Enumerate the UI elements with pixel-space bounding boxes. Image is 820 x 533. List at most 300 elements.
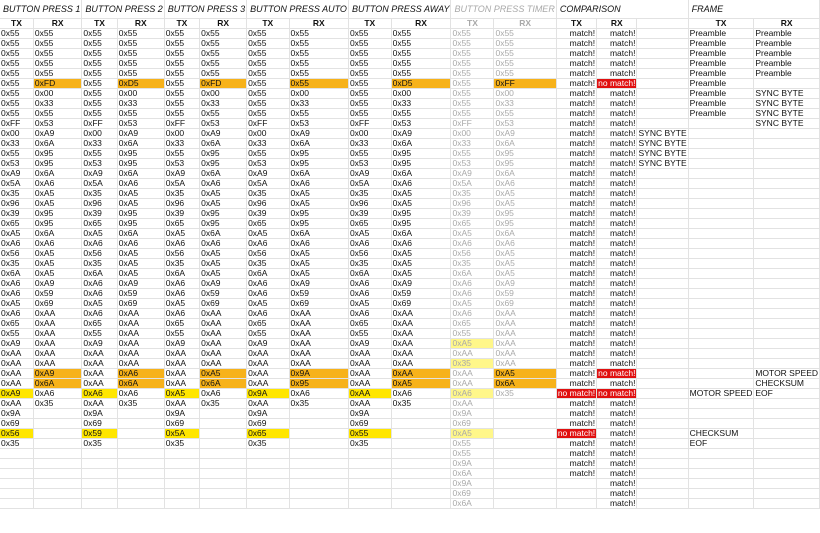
cell-away-tx[interactable]: 0xAA (348, 359, 391, 369)
cell-compare-rx[interactable]: match! (597, 129, 637, 139)
cell-compare-rx[interactable]: no match! (598, 78, 636, 88)
cell-auto-tx[interactable]: 0x65 (247, 319, 289, 329)
cell-away-rx[interactable]: 0x95 (391, 209, 451, 219)
cell-p2-rx[interactable]: 0xA6 (117, 369, 164, 379)
cell-p2-tx[interactable] (82, 499, 117, 509)
cell-p2-tx[interactable]: 0x53 (82, 159, 117, 169)
cell-auto-tx[interactable]: 0xA6 (247, 309, 289, 319)
cell-p3-tx[interactable]: 0xAA (164, 369, 199, 379)
cell-auto-rx[interactable]: 0x55 (289, 29, 348, 39)
cell-p1-rx[interactable]: 0x53 (33, 119, 81, 129)
cell-auto-rx[interactable] (289, 419, 348, 429)
cell-p1-rx[interactable]: 0xA5 (33, 269, 81, 279)
cell-frame-rx[interactable] (754, 299, 820, 309)
cell-compare-rx[interactable]: match! (597, 89, 637, 99)
cell-auto-rx[interactable]: 0xAA (289, 319, 348, 329)
cell-p2-tx[interactable]: 0xA6 (82, 309, 117, 319)
cell-frame-rx[interactable] (754, 199, 820, 209)
cell-frame-note[interactable] (637, 479, 688, 489)
cell-auto-rx[interactable]: 0xA9 (289, 129, 348, 139)
cell-frame-note[interactable] (637, 359, 688, 369)
cell-auto-rx[interactable] (289, 499, 348, 509)
cell-p2-rx[interactable]: 0x33 (117, 99, 164, 109)
cell-p1-tx[interactable]: 0x00 (0, 129, 33, 139)
cell-timer-rx[interactable]: 0xAA (494, 309, 556, 319)
cell-frame-tx[interactable]: Preamble (688, 89, 754, 99)
cell-away-tx[interactable]: 0xA9 (348, 169, 391, 179)
cell-p3-tx[interactable]: 0x5A (164, 429, 199, 439)
cell-timer-tx[interactable]: 0xFF (451, 119, 494, 129)
cell-timer-tx[interactable]: 0xAA (451, 379, 494, 389)
cell-p1-rx[interactable]: 0xAA (33, 329, 81, 339)
cell-frame-tx[interactable] (688, 459, 754, 469)
cell-p2-tx[interactable] (82, 489, 117, 499)
cell-p1-rx[interactable]: 0x55 (33, 109, 81, 119)
cell-timer-rx[interactable]: 0x33 (494, 99, 556, 109)
cell-frame-rx[interactable] (754, 399, 820, 409)
cell-auto-rx[interactable]: 0x55 (289, 49, 348, 59)
cell-frame-note[interactable] (637, 239, 688, 249)
cell-timer-rx[interactable]: 0xA6 (494, 179, 556, 189)
cell-compare-rx[interactable]: match! (597, 99, 637, 109)
cell-compare-tx[interactable]: match! (556, 379, 596, 389)
cell-frame-note[interactable]: SYNC BYTE (638, 138, 687, 148)
cell-frame-note[interactable] (637, 199, 688, 209)
cell-compare-rx[interactable]: match! (597, 439, 637, 449)
cell-p3-tx[interactable]: 0x55 (164, 39, 199, 49)
cell-p2-tx[interactable] (82, 459, 117, 469)
cell-frame-rx[interactable]: Preamble (754, 29, 820, 39)
cell-frame-tx[interactable] (688, 489, 754, 499)
cell-compare-tx[interactable]: match! (556, 259, 596, 269)
cell-frame-note[interactable] (637, 369, 688, 379)
cell-timer-tx[interactable]: 0x55 (451, 449, 494, 459)
cell-p3-rx[interactable]: 0x55 (200, 49, 247, 59)
cell-compare-tx[interactable]: match! (556, 239, 596, 249)
cell-p1-tx[interactable]: 0xA9 (0, 339, 33, 349)
cell-p3-tx[interactable]: 0xA5 (164, 389, 199, 399)
cell-compare-rx[interactable]: match! (597, 189, 637, 199)
cell-away-tx[interactable]: 0x55 (348, 49, 391, 59)
cell-p3-rx[interactable]: 0xA6 (200, 239, 247, 249)
cell-p2-tx[interactable]: 0xA6 (82, 239, 117, 249)
cell-p1-rx[interactable]: 0x59 (33, 289, 81, 299)
cell-p2-tx[interactable]: 0x55 (82, 149, 117, 159)
cell-auto-rx[interactable] (289, 429, 348, 439)
cell-compare-tx[interactable]: match! (556, 459, 596, 469)
cell-frame-tx[interactable] (688, 289, 754, 299)
cell-p2-tx[interactable] (82, 449, 117, 459)
cell-away-rx[interactable]: 0x95 (391, 149, 451, 159)
cell-p2-rx[interactable]: 0x55 (117, 29, 164, 39)
cell-compare-rx[interactable]: match! (597, 399, 637, 409)
cell-frame-tx[interactable] (688, 469, 754, 479)
cell-timer-tx[interactable]: 0x00 (451, 129, 494, 139)
cell-p2-tx[interactable]: 0x69 (82, 419, 117, 429)
cell-frame-tx[interactable] (688, 239, 754, 249)
cell-p3-tx[interactable]: 0x6A (164, 269, 199, 279)
cell-p2-tx[interactable]: 0xA9 (82, 339, 117, 349)
cell-away-rx[interactable]: 0xA9 (391, 279, 451, 289)
cell-compare-tx[interactable]: match! (556, 249, 596, 259)
cell-timer-rx[interactable]: 0x59 (494, 289, 556, 299)
cell-compare-rx[interactable]: match! (597, 109, 637, 119)
cell-p3-rx[interactable]: 0x95 (200, 219, 247, 229)
cell-frame-tx[interactable] (688, 299, 754, 309)
cell-timer-tx[interactable]: 0x55 (451, 49, 494, 59)
cell-p3-tx[interactable] (164, 449, 199, 459)
cell-timer-tx[interactable]: 0xA6 (451, 309, 494, 319)
cell-p3-rx[interactable]: 0xA6 (200, 179, 247, 189)
cell-frame-rx[interactable] (754, 129, 820, 139)
cell-p1-tx[interactable]: 0xAA (0, 349, 33, 359)
cell-p3-tx[interactable]: 0x65 (164, 219, 199, 229)
cell-p3-rx[interactable] (200, 479, 247, 489)
cell-away-tx[interactable]: 0x55 (348, 59, 391, 69)
cell-p1-rx[interactable]: 0x55 (33, 39, 81, 49)
cell-p1-rx[interactable]: 0x55 (33, 69, 81, 79)
cell-frame-note[interactable] (637, 59, 688, 69)
cell-auto-rx[interactable]: 0x95 (289, 159, 348, 169)
cell-p2-rx[interactable]: 0x95 (117, 149, 164, 159)
cell-auto-tx[interactable]: 0xA6 (247, 289, 289, 299)
cell-compare-rx[interactable]: match! (597, 479, 637, 489)
cell-timer-tx[interactable]: 0x65 (451, 319, 494, 329)
cell-compare-rx[interactable]: match! (597, 489, 637, 499)
cell-timer-rx[interactable]: 0xAA (494, 359, 556, 369)
cell-p2-tx[interactable]: 0x35 (82, 189, 117, 199)
cell-compare-tx[interactable]: match! (556, 119, 596, 129)
cell-p1-tx[interactable]: 0xA9 (0, 389, 33, 399)
cell-p3-rx[interactable] (200, 449, 247, 459)
cell-p2-rx[interactable]: 0x55 (117, 59, 164, 69)
cell-away-tx[interactable]: 0x55 (348, 39, 391, 49)
cell-away-tx[interactable]: 0xA5 (348, 299, 391, 309)
cell-away-tx[interactable]: 0xA6 (348, 279, 391, 289)
cell-away-rx[interactable]: 0x33 (391, 99, 451, 109)
cell-frame-rx[interactable] (754, 229, 820, 239)
cell-frame-note[interactable] (637, 329, 688, 339)
cell-p3-rx[interactable]: 0xA5 (200, 369, 247, 379)
cell-auto-rx[interactable]: 0xA6 (289, 239, 348, 249)
cell-p3-tx[interactable]: 0x00 (164, 129, 199, 139)
cell-p1-tx[interactable]: 0x69 (0, 419, 33, 429)
cell-frame-rx[interactable] (754, 279, 820, 289)
cell-p1-rx[interactable] (33, 479, 81, 489)
cell-away-rx[interactable] (391, 489, 451, 499)
cell-compare-tx[interactable] (556, 479, 596, 489)
cell-away-rx[interactable]: 0xAA (391, 339, 451, 349)
cell-timer-tx[interactable]: 0x55 (451, 109, 494, 119)
cell-p1-tx[interactable]: 0x9A (0, 409, 33, 419)
cell-p2-rx[interactable] (117, 499, 164, 509)
cell-away-rx[interactable]: 0xA6 (391, 389, 451, 399)
cell-frame-rx[interactable]: SYNC BYTE (754, 109, 820, 119)
cell-frame-note[interactable] (637, 399, 688, 409)
cell-auto-tx[interactable]: 0x55 (247, 29, 289, 39)
cell-frame-rx[interactable] (754, 179, 820, 189)
cell-frame-note[interactable] (637, 429, 688, 439)
cell-frame-rx[interactable] (754, 259, 820, 269)
cell-p2-rx[interactable]: 0xA6 (117, 239, 164, 249)
cell-timer-rx[interactable]: 0x53 (494, 119, 556, 129)
cell-p3-tx[interactable]: 0x9A (164, 409, 199, 419)
cell-auto-tx[interactable]: 0x55 (247, 99, 289, 109)
cell-p3-tx[interactable]: 0x33 (164, 139, 199, 149)
cell-auto-tx[interactable]: 0xA9 (247, 169, 289, 179)
cell-frame-rx[interactable] (754, 269, 820, 279)
cell-frame-tx[interactable] (688, 399, 754, 409)
cell-compare-rx[interactable]: match! (597, 409, 637, 419)
cell-auto-rx[interactable]: 0xAA (289, 339, 348, 349)
cell-compare-rx[interactable]: match! (597, 49, 637, 59)
cell-p3-tx[interactable] (164, 479, 199, 489)
cell-p3-tx[interactable]: 0xA5 (164, 229, 199, 239)
cell-p3-tx[interactable]: 0x55 (164, 59, 199, 69)
cell-p1-tx[interactable]: 0x53 (0, 159, 33, 169)
cell-away-rx[interactable]: 0xA5 (391, 379, 451, 389)
cell-p2-rx[interactable] (117, 429, 164, 439)
cell-p3-rx[interactable]: 0xA5 (200, 259, 247, 269)
cell-p1-tx[interactable]: 0x96 (0, 199, 33, 209)
cell-p3-rx[interactable]: 0xA5 (200, 189, 247, 199)
cell-p2-tx[interactable]: 0xAA (82, 359, 117, 369)
cell-p1-rx[interactable]: 0xA9 (33, 129, 81, 139)
cell-compare-tx[interactable]: match! (556, 229, 596, 239)
cell-p1-tx[interactable]: 0xFF (0, 119, 33, 129)
cell-away-tx[interactable]: 0x55 (348, 99, 391, 109)
cell-frame-note[interactable] (637, 179, 688, 189)
cell-frame-tx[interactable] (688, 319, 754, 329)
cell-timer-tx[interactable]: 0x55 (451, 89, 494, 99)
cell-p2-rx[interactable]: 0xA5 (117, 259, 164, 269)
cell-frame-rx[interactable]: SYNC BYTE (754, 99, 820, 109)
cell-p2-rx[interactable]: 0xAA (117, 309, 164, 319)
cell-frame-rx[interactable] (754, 489, 820, 499)
cell-p2-rx[interactable]: 0xA5 (117, 199, 164, 209)
cell-timer-tx[interactable]: 0x35 (451, 189, 494, 199)
cell-p3-rx[interactable]: 0xA9 (200, 129, 247, 139)
cell-away-rx[interactable]: 0x59 (391, 289, 451, 299)
cell-compare-tx[interactable]: match! (556, 149, 596, 159)
cell-away-tx[interactable]: 0x55 (348, 149, 391, 159)
cell-p3-tx[interactable] (164, 459, 199, 469)
cell-p3-rx[interactable] (200, 439, 247, 449)
cell-auto-tx[interactable]: 0x55 (247, 69, 289, 79)
cell-away-rx[interactable]: 0xA6 (391, 179, 451, 189)
cell-p1-rx[interactable]: 0xA5 (33, 249, 81, 259)
cell-p1-rx[interactable]: 0x33 (33, 99, 81, 109)
cell-compare-rx[interactable]: match! (597, 359, 637, 369)
cell-auto-rx[interactable]: 0x55 (289, 79, 348, 89)
cell-p3-tx[interactable]: 0x56 (164, 249, 199, 259)
cell-frame-rx[interactable]: Preamble (754, 59, 820, 69)
cell-timer-rx[interactable] (494, 489, 556, 499)
cell-frame-tx[interactable]: Preamble (688, 69, 754, 79)
cell-compare-tx[interactable]: match! (556, 189, 596, 199)
cell-frame-tx[interactable]: Preamble (688, 99, 754, 109)
cell-timer-tx[interactable]: 0x55 (451, 329, 494, 339)
cell-p1-rx[interactable]: 0xAA (33, 359, 81, 369)
cell-timer-rx[interactable]: 0xA5 (494, 259, 556, 269)
cell-compare-tx[interactable]: match! (556, 139, 596, 149)
cell-away-tx[interactable]: 0x69 (348, 419, 391, 429)
cell-timer-tx[interactable]: 0xA6 (451, 279, 494, 289)
cell-auto-tx[interactable]: 0x33 (247, 139, 289, 149)
cell-compare-rx[interactable]: match! (597, 269, 637, 279)
cell-away-tx[interactable]: 0x55 (348, 89, 391, 99)
cell-timer-rx[interactable]: 0x35 (494, 389, 556, 399)
cell-p3-rx[interactable]: 0xA9 (200, 279, 247, 289)
cell-away-tx[interactable]: 0x55 (348, 69, 391, 79)
cell-auto-rx[interactable]: 0x00 (289, 89, 348, 99)
cell-p1-rx[interactable]: 0xA5 (33, 189, 81, 199)
cell-frame-rx[interactable] (754, 149, 820, 159)
cell-frame-note[interactable] (637, 379, 688, 389)
cell-auto-tx[interactable]: 0x65 (247, 219, 289, 229)
cell-frame-tx[interactable]: Preamble (688, 79, 754, 89)
cell-p3-rx[interactable]: 0x6A (200, 379, 247, 389)
cell-p3-rx[interactable]: 0x69 (200, 299, 247, 309)
cell-compare-tx[interactable]: match! (556, 99, 596, 109)
cell-timer-tx[interactable]: 0x5A (451, 179, 494, 189)
cell-frame-tx[interactable] (688, 229, 754, 239)
cell-auto-rx[interactable]: 0x55 (289, 69, 348, 79)
cell-compare-tx[interactable]: no match! (557, 388, 596, 398)
cell-away-rx[interactable]: 0xAA (391, 359, 451, 369)
cell-timer-tx[interactable]: 0x6A (451, 499, 494, 509)
cell-auto-rx[interactable]: 0x69 (289, 299, 348, 309)
cell-timer-rx[interactable] (494, 429, 556, 439)
cell-p2-tx[interactable]: 0xA6 (82, 289, 117, 299)
cell-compare-tx[interactable]: match! (556, 299, 596, 309)
cell-p1-rx[interactable]: 0x95 (33, 209, 81, 219)
cell-away-rx[interactable] (391, 469, 451, 479)
cell-p3-tx[interactable]: 0x55 (164, 29, 199, 39)
cell-frame-note[interactable] (637, 89, 688, 99)
cell-auto-rx[interactable]: 0xA5 (289, 269, 348, 279)
cell-p2-rx[interactable]: 0xA9 (117, 279, 164, 289)
cell-frame-note[interactable] (637, 209, 688, 219)
cell-timer-rx[interactable]: 0x6A (494, 139, 556, 149)
cell-away-tx[interactable]: 0x55 (348, 429, 391, 439)
cell-p2-rx[interactable]: 0x55 (117, 109, 164, 119)
cell-p2-rx[interactable]: 0x53 (117, 119, 164, 129)
cell-away-rx[interactable]: 0xAA (391, 349, 451, 359)
cell-frame-note[interactable] (637, 279, 688, 289)
cell-frame-tx[interactable]: Preamble (688, 49, 754, 59)
cell-p1-tx[interactable] (0, 499, 33, 509)
cell-p1-tx[interactable]: 0x55 (0, 29, 33, 39)
cell-away-rx[interactable]: 0xA5 (391, 189, 451, 199)
cell-timer-rx[interactable]: 0xA5 (494, 249, 556, 259)
cell-p2-tx[interactable]: 0x59 (82, 429, 117, 439)
cell-timer-tx[interactable]: 0x69 (451, 489, 494, 499)
cell-compare-tx[interactable]: match! (556, 399, 596, 409)
cell-frame-rx[interactable] (754, 349, 820, 359)
cell-p2-tx[interactable]: 0x55 (82, 69, 117, 79)
cell-p3-rx[interactable]: 0x53 (200, 119, 247, 129)
cell-timer-tx[interactable]: 0xA5 (451, 339, 494, 349)
cell-timer-rx[interactable]: 0x55 (494, 39, 556, 49)
cell-compare-rx[interactable]: match! (597, 119, 637, 129)
cell-frame-note[interactable] (637, 259, 688, 269)
cell-auto-rx[interactable]: 0x55 (289, 59, 348, 69)
cell-timer-tx[interactable]: 0x33 (451, 139, 494, 149)
cell-frame-tx[interactable] (688, 199, 754, 209)
cell-frame-rx[interactable]: SYNC BYTE (754, 119, 820, 129)
cell-frame-note[interactable] (637, 299, 688, 309)
cell-auto-tx[interactable]: 0x6A (247, 269, 289, 279)
cell-p1-rx[interactable]: 0x95 (33, 149, 81, 159)
cell-p1-rx[interactable]: 0xA9 (33, 279, 81, 289)
cell-compare-tx[interactable]: match! (556, 89, 596, 99)
cell-compare-tx[interactable]: match! (556, 469, 596, 479)
cell-away-tx[interactable] (348, 489, 391, 499)
cell-compare-rx[interactable]: match! (597, 239, 637, 249)
cell-timer-rx[interactable] (494, 469, 556, 479)
cell-frame-tx[interactable]: EOF (688, 439, 754, 449)
cell-compare-rx[interactable]: match! (597, 379, 637, 389)
cell-compare-tx[interactable]: match! (556, 419, 596, 429)
cell-p1-tx[interactable]: 0x55 (0, 329, 33, 339)
cell-p2-tx[interactable]: 0xAA (82, 399, 117, 409)
cell-auto-tx[interactable]: 0xAA (247, 369, 289, 379)
cell-auto-tx[interactable]: 0xA6 (247, 279, 289, 289)
cell-timer-rx[interactable]: 0x69 (494, 299, 556, 309)
cell-auto-rx[interactable] (289, 479, 348, 489)
cell-compare-tx[interactable]: match! (556, 289, 596, 299)
cell-p1-rx[interactable]: 0x35 (33, 399, 81, 409)
cell-auto-rx[interactable]: 0xA5 (289, 199, 348, 209)
cell-away-tx[interactable]: 0xA6 (348, 289, 391, 299)
cell-compare-tx[interactable]: match! (556, 319, 596, 329)
cell-away-rx[interactable]: 0xA9 (391, 129, 451, 139)
cell-auto-tx[interactable]: 0xA5 (247, 229, 289, 239)
cell-away-rx[interactable]: 0xAA (391, 329, 451, 339)
cell-p3-rx[interactable]: 0xA5 (200, 269, 247, 279)
cell-timer-tx[interactable]: 0x35 (451, 259, 494, 269)
cell-p1-rx[interactable] (33, 459, 81, 469)
cell-compare-rx[interactable]: match! (597, 499, 637, 509)
cell-p1-tx[interactable]: 0xA5 (0, 299, 33, 309)
cell-compare-rx[interactable]: match! (597, 29, 637, 39)
cell-away-tx[interactable]: 0x35 (348, 189, 391, 199)
cell-away-rx[interactable]: 0x55 (391, 59, 451, 69)
cell-auto-tx[interactable]: 0x00 (247, 129, 289, 139)
cell-compare-tx[interactable] (556, 499, 596, 509)
cell-frame-tx[interactable] (688, 359, 754, 369)
cell-frame-tx[interactable]: MOTOR SPEED (689, 388, 753, 398)
cell-auto-rx[interactable] (289, 489, 348, 499)
cell-away-tx[interactable]: 0xAA (348, 369, 391, 379)
cell-frame-note[interactable] (637, 249, 688, 259)
cell-away-rx[interactable]: 0x95 (391, 159, 451, 169)
cell-auto-tx[interactable]: 0xFF (247, 119, 289, 129)
cell-p1-rx[interactable]: 0x55 (33, 59, 81, 69)
cell-p1-tx[interactable]: 0x56 (0, 429, 33, 439)
cell-p2-rx[interactable] (117, 479, 164, 489)
cell-timer-rx[interactable]: 0x55 (494, 29, 556, 39)
cell-away-tx[interactable] (348, 459, 391, 469)
cell-compare-rx[interactable]: match! (597, 419, 637, 429)
cell-frame-note[interactable] (637, 189, 688, 199)
cell-auto-tx[interactable]: 0x56 (247, 249, 289, 259)
cell-frame-rx[interactable]: Preamble (754, 69, 820, 79)
cell-p3-rx[interactable]: 0x95 (200, 159, 247, 169)
cell-timer-rx[interactable] (494, 499, 556, 509)
cell-p3-rx[interactable]: 0x35 (200, 399, 247, 409)
